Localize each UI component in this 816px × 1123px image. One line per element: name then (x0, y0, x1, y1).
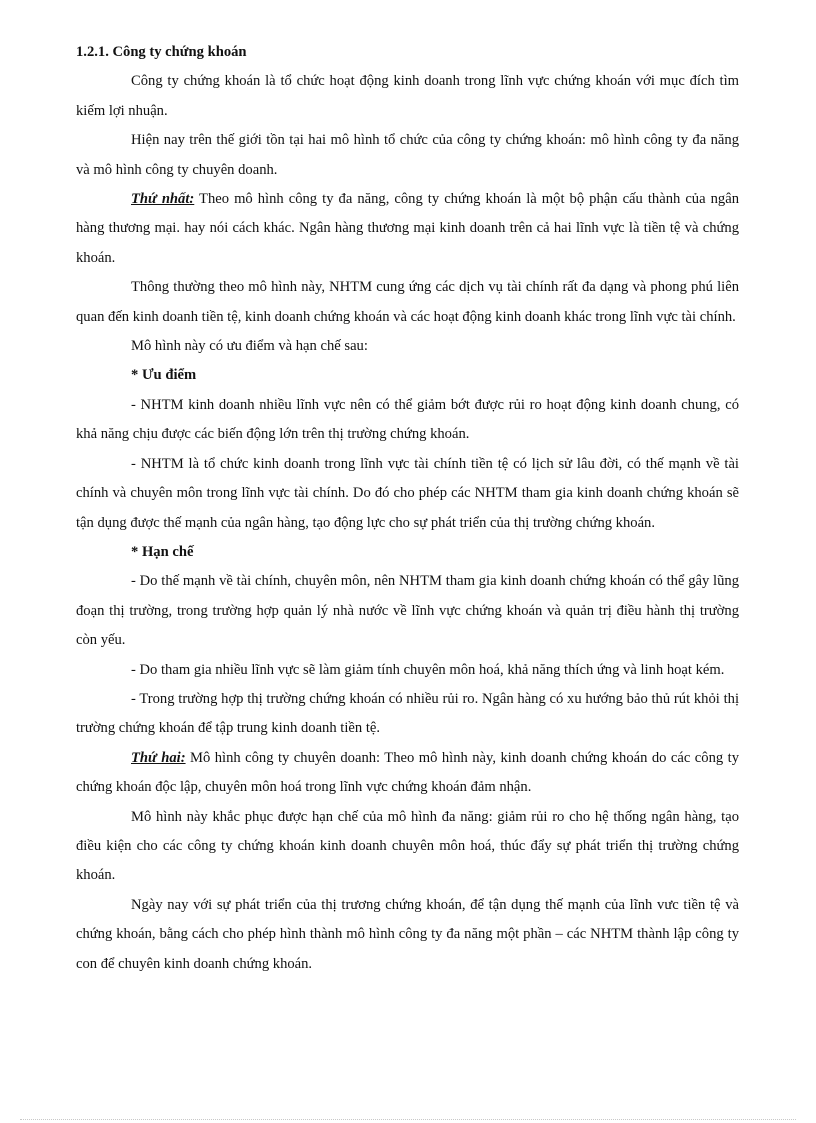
page-bottom-divider (20, 1119, 796, 1120)
paragraph-second-model (76, 744, 739, 803)
lead-first: Thứ nhất: (131, 191, 195, 208)
limitation-item: - Trong trường hợp thị trường chứng khoán có nhiều rủi ro. Ngân hàng có xu hướng bảo thủ rút khỏi thị trường chứng khoán để tập trung kinh doanh tiền tệ. (76, 690, 739, 737)
paragraph-services: Thông thường theo mô hình này, NHTM cung ứng các dịch vụ tài chính rất đa dạng và phong phú liên quan đến kinh doanh tiền tệ, kinh doanh chứng khoán và các hoạt động kinh doanh khác trong lĩnh vực tài chính. (76, 279, 739, 325)
limitation-item: - Do tham gia nhiều lĩnh vực sẽ làm giảm tính chuyên môn hoá, khả năng thích ứng và linh hoạt kém. (131, 661, 725, 678)
section-heading: 1.2.1. Công ty chứng khoán (76, 44, 247, 60)
paragraph-nowadays: Ngày nay với sự phát triển của thị trương chứng khoán, để tận dụng thế mạnh của lĩnh vưc tiền tệ và chứng khoán, bằng cách cho phép hình thành mô hình công ty đa năng một phần – các NHTM thành lập công ty con để chuyên kinh doanh chứng khoán. (76, 896, 739, 972)
paragraph-pros-cons-intro: Mô hình này có ưu điểm và hạn chế sau: (131, 338, 368, 355)
second-model-text: Mô hình công ty chuyên doanh: Theo mô hình này, kinh doanh chứng khoán do các công ty chứng khoán độc lập, chuyên môn hoá trong lĩnh vực chứng khoán đảm nhận. (76, 749, 739, 796)
advantage-item: - NHTM là tổ chức kinh doanh trong lĩnh vực tài chính tiền tệ có lịch sử lâu đời, có thế mạnh về tài chính và chuyên môn trong lĩnh vực tài chính. Do đó cho phép các NHTM tham gia kinh doanh chứng khoán sẽ tận dụng được thế mạnh của ngân hàng, tạo động lực cho sự phát triển của thị trường chứng khoán. (76, 455, 739, 531)
advantages-title: * Ưu điểm (131, 367, 197, 384)
paragraph-definition: Công ty chứng khoán là tổ chức hoạt động kinh doanh trong lĩnh vực chứng khoán với mục đích tìm kiếm lợi nhuận. (76, 73, 739, 119)
first-model-text: Theo mô hình công ty đa năng, công ty chứng khoán là một bộ phận cấu thành của ngân hàng thương mại. hay nói cách khác. Ngân hàng thương mại kinh doanh trên cả hai lĩnh vực là tiền tệ và chứng khoán. (76, 191, 739, 266)
limitations-title: * Hạn chế (131, 543, 194, 560)
limitation-item: - Do thế mạnh về tài chính, chuyên môn, nên NHTM tham gia kinh doanh chứng khoán có thể gây lũng đoạn thị trường, trong trường hợp quản lý nhà nước về lĩnh vực chứng khoán và quản trị điều hành thị trường còn yếu. (76, 573, 739, 649)
advantage-item: - NHTM kinh doanh nhiều lĩnh vực nên có thể giảm bớt được rủi ro hoạt động kinh doanh chung, có khả năng chịu được các biến động lớn trên thị trường chứng khoán. (76, 396, 739, 443)
paragraph-specialized-benefits: Mô hình này khắc phục được hạn chế của mô hình đa năng: giảm rủi ro cho hệ thống ngân hàng, tạo điều kiện cho các công ty chứng khoán kinh doanh chuyên môn hoá, thúc đẩy sự phát triển thị trường chứng khoán. (76, 808, 739, 884)
document-page (76, 38, 739, 979)
paragraph-two-models: Hiện nay trên thế giới tồn tại hai mô hình tổ chức của công ty chứng khoán: mô hình công ty đa năng và mô hình công ty chuyên doanh. (76, 132, 739, 178)
paragraph-first-model (76, 185, 739, 273)
lead-second: Thứ hai: (131, 749, 186, 766)
